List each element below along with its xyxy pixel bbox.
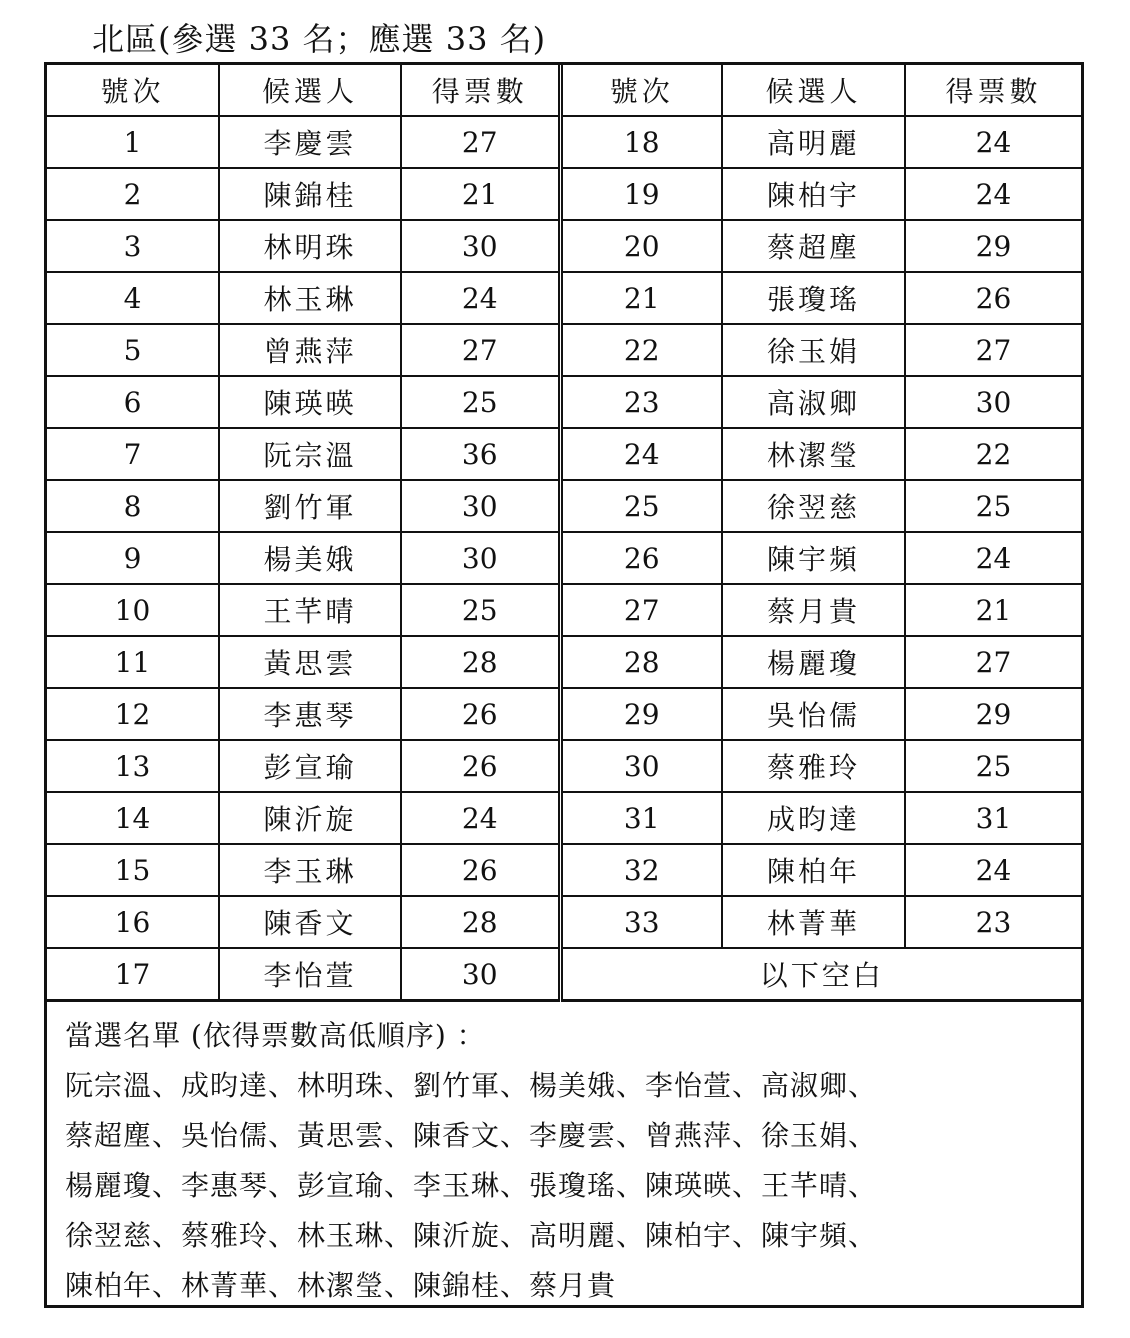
vote-count: 24 [905,168,1081,220]
table-row [47,220,1081,272]
table-row [47,324,1081,376]
table-row [47,168,1081,220]
results-table [47,65,1081,1002]
candidate-name: 蔡超塵 [722,220,905,272]
vote-count: 25 [905,480,1081,532]
vote-count: 24 [905,116,1081,168]
vote-count: 27 [401,324,560,376]
vote-count: 23 [905,896,1081,948]
candidate-name: 林玉琳 [219,272,401,324]
candidate-number: 33 [560,896,722,948]
results-body [47,116,1081,1001]
table-row [47,948,1081,1001]
candidate-name: 林明珠 [219,220,401,272]
page-title: 北區(參選 33 名；應選 33 名) [92,20,547,58]
candidate-number: 10 [47,584,219,636]
candidate-number: 1 [47,116,219,168]
candidate-name: 李怡萱 [219,948,401,1001]
candidate-name: 徐翌慈 [722,480,905,532]
header-candidate-left: 候選人 [219,65,401,116]
candidate-number: 6 [47,376,219,428]
candidate-number: 5 [47,324,219,376]
candidate-number: 19 [560,168,722,220]
candidate-name: 陳柏宇 [722,168,905,220]
candidate-name: 劉竹軍 [219,480,401,532]
header-votes-right: 得票數 [905,65,1081,116]
vote-count: 30 [905,376,1081,428]
vote-count: 27 [905,636,1081,688]
candidate-number: 12 [47,688,219,740]
vote-count: 28 [401,636,560,688]
candidate-name: 蔡雅玲 [722,740,905,792]
candidate-number: 8 [47,480,219,532]
vote-count: 29 [905,688,1081,740]
candidate-name: 阮宗溫 [219,428,401,480]
vote-count: 26 [401,740,560,792]
candidate-name: 陳錦桂 [219,168,401,220]
vote-count: 27 [905,324,1081,376]
candidate-name: 李慶雲 [219,116,401,168]
vote-count: 25 [905,740,1081,792]
candidate-name: 楊麗瓊 [722,636,905,688]
candidate-name: 陳香文 [219,896,401,948]
vote-count: 25 [401,376,560,428]
vote-count: 26 [401,688,560,740]
candidate-name: 李玉琳 [219,844,401,896]
vote-count: 21 [401,168,560,220]
vote-count: 22 [905,428,1081,480]
table-row [47,480,1081,532]
candidate-number: 21 [560,272,722,324]
candidate-name: 成昀達 [722,792,905,844]
header-number-left: 號次 [47,65,219,116]
header-row [47,65,1081,116]
candidate-number: 2 [47,168,219,220]
candidate-number: 26 [560,532,722,584]
candidate-number: 9 [47,532,219,584]
vote-count: 24 [401,272,560,324]
vote-count: 21 [905,584,1081,636]
vote-count: 30 [401,532,560,584]
header-votes-left: 得票數 [401,65,560,116]
vote-count: 31 [905,792,1081,844]
candidate-name: 陳宇頻 [722,532,905,584]
candidate-number: 7 [47,428,219,480]
vote-count: 36 [401,428,560,480]
elected-list-title: 當選名單 (依得票數高低順序) ： [65,1019,486,1052]
candidate-number: 3 [47,220,219,272]
vote-count: 30 [401,948,560,1001]
candidate-number: 16 [47,896,219,948]
table-row [47,272,1081,324]
blank-note: 以下空白 [560,948,1081,1001]
candidate-name: 蔡月貴 [722,584,905,636]
vote-count: 26 [905,272,1081,324]
vote-count: 29 [905,220,1081,272]
vote-count: 24 [905,844,1081,896]
elected-names-line: 陳柏年、林菁華、林潔瑩、陳錦桂、蔡月貴 [65,1269,617,1302]
candidate-number: 20 [560,220,722,272]
candidate-name: 吳怡儒 [722,688,905,740]
vote-count: 27 [401,116,560,168]
candidate-number: 27 [560,584,722,636]
table-row [47,844,1081,896]
table-row [47,584,1081,636]
candidate-name: 曾燕萍 [219,324,401,376]
candidate-number: 23 [560,376,722,428]
candidate-name: 黃思雲 [219,636,401,688]
vote-count: 24 [905,532,1081,584]
vote-count: 28 [401,896,560,948]
vote-count: 26 [401,844,560,896]
candidate-name: 陳沂旋 [219,792,401,844]
candidate-name: 陳柏年 [722,844,905,896]
candidate-number: 32 [560,844,722,896]
header-candidate-right: 候選人 [722,65,905,116]
table-row [47,740,1081,792]
vote-count: 25 [401,584,560,636]
elected-names-line: 阮宗溫、成昀達、林明珠、劉竹軍、楊美娥、李怡萱、高淑卿、 [65,1069,878,1102]
table-row [47,532,1081,584]
table-row [47,428,1081,480]
elected-names [65,1061,1071,1311]
candidate-name: 李惠琴 [219,688,401,740]
table-row [47,636,1081,688]
results-sheet [44,62,1084,1308]
candidate-name: 高淑卿 [722,376,905,428]
table-row [47,688,1081,740]
table-row [47,792,1081,844]
candidate-name: 徐玉娟 [722,324,905,376]
vote-count: 30 [401,220,560,272]
candidate-number: 24 [560,428,722,480]
candidate-number: 22 [560,324,722,376]
vote-count: 24 [401,792,560,844]
candidate-name: 楊美娥 [219,532,401,584]
elected-names-line: 蔡超塵、吳怡儒、黃思雲、陳香文、李慶雲、曾燕萍、徐玉娟、 [65,1119,878,1152]
candidate-name: 陳瑛暎 [219,376,401,428]
elected-names-line: 楊麗瓊、李惠琴、彭宣瑜、李玉琳、張瓊瑤、陳瑛暎、王芊晴、 [65,1169,878,1202]
candidate-number: 14 [47,792,219,844]
candidate-number: 15 [47,844,219,896]
candidate-number: 29 [560,688,722,740]
table-row [47,116,1081,168]
candidate-name: 張瓊瑤 [722,272,905,324]
candidate-name: 林菁華 [722,896,905,948]
elected-names-line: 徐翌慈、蔡雅玲、林玉琳、陳沂旋、高明麗、陳柏宇、陳宇頻、 [65,1219,878,1252]
candidate-name: 彭宣瑜 [219,740,401,792]
candidate-name: 高明麗 [722,116,905,168]
candidate-name: 林潔瑩 [722,428,905,480]
candidate-number: 30 [560,740,722,792]
candidate-number: 4 [47,272,219,324]
table-row [47,376,1081,428]
table-row [47,896,1081,948]
candidate-number: 17 [47,948,219,1001]
header-number-right: 號次 [560,65,722,116]
candidate-number: 13 [47,740,219,792]
candidate-name: 王芊晴 [219,584,401,636]
candidate-number: 11 [47,636,219,688]
candidate-number: 25 [560,480,722,532]
candidate-number: 18 [560,116,722,168]
candidate-number: 31 [560,792,722,844]
vote-count: 30 [401,480,560,532]
candidate-number: 28 [560,636,722,688]
elected-list [65,1011,1071,1311]
